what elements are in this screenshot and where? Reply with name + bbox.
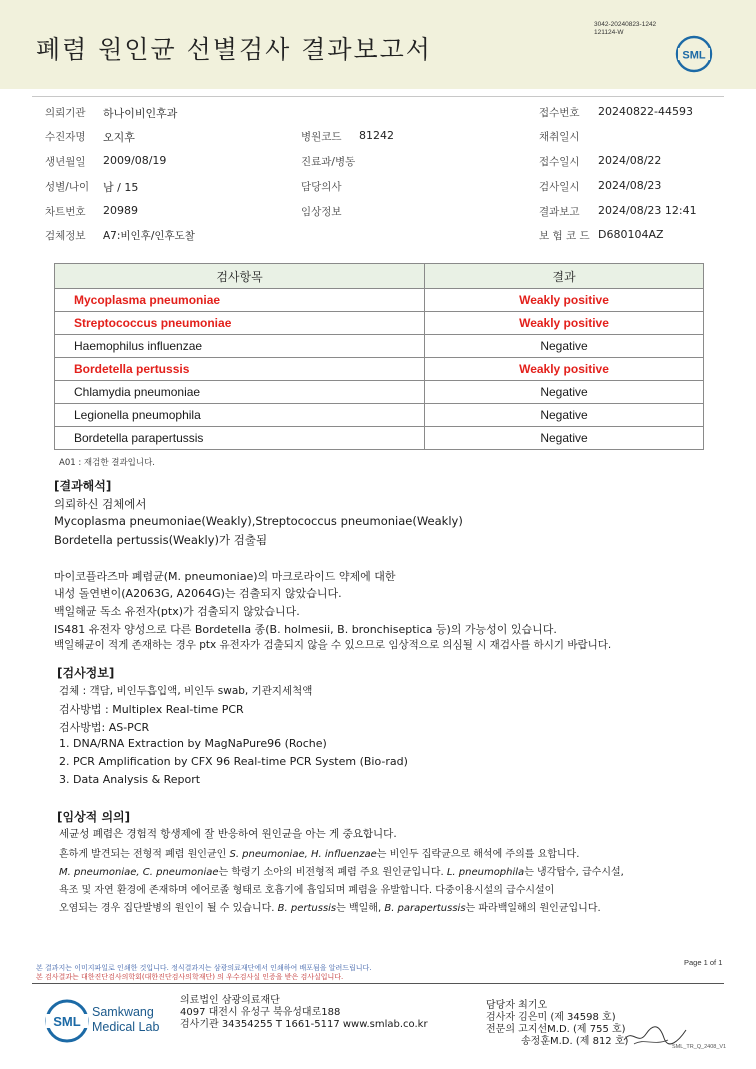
address-line: 의료법인 삼광의료재단 — [180, 995, 280, 1006]
test-date-value: 2024/08/23 — [598, 179, 662, 192]
info-patient — [45, 129, 135, 144]
clinical-label: 임상정보 — [301, 206, 342, 218]
page-number: Page 1 of 1 — [684, 958, 723, 967]
info-test-date — [539, 179, 662, 194]
clinical-line: 욕조 및 자연 환경에 존재하며 에어로졸 형태로 호흡기에 흡입되며 폐렴을 유발합니다. 다중이용시설의 급수시설이 — [59, 885, 555, 896]
table-row — [55, 289, 704, 312]
info-specimen — [45, 228, 195, 243]
info-dept — [301, 154, 355, 169]
address-line: 4097 대전시 유성구 북유성대로188 — [180, 1007, 341, 1018]
table-row — [55, 427, 704, 450]
test-result: Weakly positive — [425, 312, 704, 335]
footer-staff — [486, 1000, 628, 1048]
staff-line: 전문의 고지선M.D. (제 755 호) — [486, 1024, 626, 1035]
brand-line2: Medical Lab — [92, 1020, 160, 1034]
collect-date-label: 채취일시 — [539, 131, 580, 143]
test-info-line: 검사방법 : Multiplex Real-time PCR — [59, 703, 244, 716]
interpretation-heading: [결과해석] — [54, 479, 112, 493]
receipt-no-value: 20240822-44593 — [598, 105, 693, 118]
test-result: Weakly positive — [425, 289, 704, 312]
test-item-name: Chlamydia pneumoniae — [55, 381, 425, 404]
chart-label: 차트번호 — [45, 206, 86, 218]
info-collect-date — [539, 129, 580, 144]
footer-divider — [32, 983, 724, 984]
divider — [32, 96, 724, 97]
col-result-header: 결과 — [425, 264, 704, 289]
receipt-date-value: 2024/08/22 — [598, 154, 662, 167]
interpretation-line: 백일해균 독소 유전자(ptx)가 검출되지 않았습니다. — [54, 605, 300, 618]
interpretation-line: Bordetella pertussis(Weakly)가 검출됨 — [54, 533, 268, 547]
info-receipt-no — [539, 105, 693, 120]
table-row — [55, 312, 704, 335]
patient-label: 수진자명 — [45, 131, 86, 143]
clinical-organism: B. parapertussis — [384, 903, 466, 914]
interpretation-line: 의뢰하신 검체에서 — [54, 497, 147, 511]
test-info-line: 검사방법: AS-PCR — [59, 721, 150, 734]
footer-certification: 본 검사결과는 대한진단검사의학회(대한진단검사의학재단) 의 우수검사실 인증을 받은 검사실입니다. — [36, 973, 344, 981]
clinical-text: 는 백일해, — [336, 903, 385, 914]
hospital-code-label: 병원코드 — [301, 131, 342, 143]
info-doctor — [301, 179, 342, 194]
info-chart — [45, 204, 138, 219]
referring-value: 하나이비인후과 — [103, 107, 178, 120]
clinical-text: 는 학령기 소아의 비전형적 폐렴 주요 원인균입니다. — [218, 867, 447, 878]
info-referring — [45, 105, 178, 120]
results-header-row — [55, 264, 704, 289]
table-row — [55, 404, 704, 427]
col-item-header: 검사항목 — [55, 264, 425, 289]
address-line: 검사기관 34354255 T 1661-5117 www.smlab.co.kr — [180, 1019, 428, 1030]
test-item-name: Bordetella parapertussis — [55, 427, 425, 450]
test-result: Negative — [425, 381, 704, 404]
table-row — [55, 335, 704, 358]
interpretation-line: 백일해균이 적게 존재하는 경우 ptx 유전자가 검출되지 않을 수 있으므로 임상적으로 의심될 시 재검사를 하시기 바랍니다. — [54, 639, 612, 651]
table-row — [55, 358, 704, 381]
sex-age-value: 남 / 15 — [103, 181, 139, 194]
clinical-text: 오염되는 경우 집단발병의 원인이 될 수 있습니다. — [59, 903, 278, 914]
insurance-value: D680104AZ — [598, 228, 664, 241]
interpretation-line: 마이코플라즈마 폐렴균(M. pneumoniae)의 마크로라이드 약제에 대한 — [54, 570, 396, 583]
clinical-heading: [임상적 의의] — [57, 810, 131, 824]
footer-brand — [92, 1005, 159, 1035]
clinical-line — [59, 863, 624, 878]
interpretation-line: 내성 돌연변이(A2063G, A2064G)는 검출되지 않았습니다. — [54, 587, 342, 600]
test-item-name: Legionella pneumophila — [55, 404, 425, 427]
test-result: Weakly positive — [425, 358, 704, 381]
chart-value: 20989 — [103, 204, 138, 217]
footer-address — [180, 995, 428, 1031]
clinical-text: 흔하게 발견되는 전형적 폐렴 원인균인 — [59, 849, 230, 860]
interpretation-line: IS481 유전자 양성으로 다른 Bordetella 종(B. holmesii, B. bronchiseptica 등)의 가능성이 있습니다. — [54, 623, 557, 636]
test-item-name: Mycoplasma pneumoniae — [55, 289, 425, 312]
clinical-organism: B. pertussis — [277, 903, 337, 914]
clinical-organism: M. pneumoniae, C. pneumoniae — [59, 867, 219, 878]
clinical-text: 는 파라백일해의 원인균입니다. — [465, 903, 601, 914]
table-row — [55, 381, 704, 404]
info-hospital-code — [301, 129, 394, 144]
dob-value: 2009/08/19 — [103, 154, 167, 167]
info-report — [539, 204, 697, 219]
footer-logo-text: SML — [53, 1014, 81, 1029]
clinical-organism: L. pneumophila — [446, 867, 525, 878]
sex-age-label: 성별/나이 — [45, 181, 90, 193]
patient-value: 오지후 — [103, 131, 135, 144]
info-receipt-date — [539, 154, 662, 169]
footer-notice: 본 결과지는 이미지파일로 인쇄한 것입니다. 정식결과지는 삼광의료재단에서 인쇄하여 배포됨을 알려드립니다. — [36, 964, 372, 972]
staff-line: 담당자 최기오 — [486, 1000, 548, 1011]
referring-label: 의뢰기관 — [45, 107, 86, 119]
specimen-label: 검체정보 — [45, 230, 86, 242]
test-info-heading: [검사정보] — [57, 666, 115, 680]
clinical-organism: S. pneumoniae, H. influenzae — [229, 849, 377, 860]
samkwang-logo-icon — [44, 998, 90, 1044]
test-info-line: 2. PCR Amplification by CFX 96 Real-time PCR System (Bio-rad) — [59, 755, 408, 768]
interpretation-line: Mycoplasma pneumoniae(Weakly),Streptococcus pneumoniae(Weakly) — [54, 514, 463, 528]
staff-line: 송정훈M.D. (제 812 호) — [521, 1036, 629, 1047]
test-info-line: 3. Data Analysis & Report — [59, 773, 201, 786]
doctor-label: 담당의사 — [301, 181, 342, 193]
specimen-value: A7:비인후/인후도찰 — [103, 230, 195, 242]
test-date-label: 검사일시 — [539, 181, 580, 193]
document-code — [594, 21, 656, 37]
form-code: SML_TR_Q_2408_V1 — [672, 1044, 727, 1050]
receipt-no-label: 접수번호 — [539, 107, 580, 119]
test-result: Negative — [425, 335, 704, 358]
retest-note: A01 : 재검한 결과입니다. — [59, 458, 155, 468]
clinical-line: 세균성 폐렴은 경험적 항생제에 잘 반응하여 원인균을 아는 게 중요합니다. — [59, 828, 397, 840]
hospital-code-value: 81242 — [359, 129, 394, 142]
test-item-name: Haemophilus influenzae — [55, 335, 425, 358]
dob-label: 생년월일 — [45, 156, 86, 168]
info-insurance — [539, 228, 664, 243]
clinical-line — [59, 845, 579, 860]
document-code-line2: 121124-W — [594, 29, 624, 36]
sml-logo-icon — [675, 35, 713, 73]
clinical-text: 는 냉각탑수, 급수시설, — [524, 867, 624, 878]
info-clinical — [301, 204, 342, 219]
clinical-line — [59, 899, 601, 914]
test-info-line: 검체 : 객담, 비인두흡입액, 비인두 swab, 기관지세척액 — [59, 685, 313, 697]
test-result: Negative — [425, 427, 704, 450]
sml-logo-text: SML — [682, 49, 706, 62]
info-dob — [45, 154, 167, 169]
insurance-label: 보 험 코 드 — [539, 230, 590, 242]
test-info-line: 1. DNA/RNA Extraction by MagNaPure96 (Roche) — [59, 737, 327, 750]
clinical-text: 는 비인두 집락균으로 해석에 주의를 요합니다. — [376, 849, 580, 860]
dept-label: 진료과/병동 — [301, 156, 356, 168]
results-table — [54, 263, 704, 450]
document-code-line1: 3042-20240823-1242 — [594, 21, 657, 28]
test-result: Negative — [425, 404, 704, 427]
brand-line1: Samkwang — [92, 1005, 154, 1019]
page-title: 폐렴 원인균 선별검사 결과보고서 — [36, 35, 432, 64]
report-label: 결과보고 — [539, 206, 580, 218]
receipt-date-label: 접수일시 — [539, 156, 580, 168]
test-item-name: Streptococcus pneumoniae — [55, 312, 425, 335]
staff-line: 검사자 김은미 (제 34598 호) — [486, 1012, 616, 1023]
report-value: 2024/08/23 12:41 — [598, 204, 697, 217]
test-item-name: Bordetella pertussis — [55, 358, 425, 381]
info-sex-age — [45, 179, 139, 194]
